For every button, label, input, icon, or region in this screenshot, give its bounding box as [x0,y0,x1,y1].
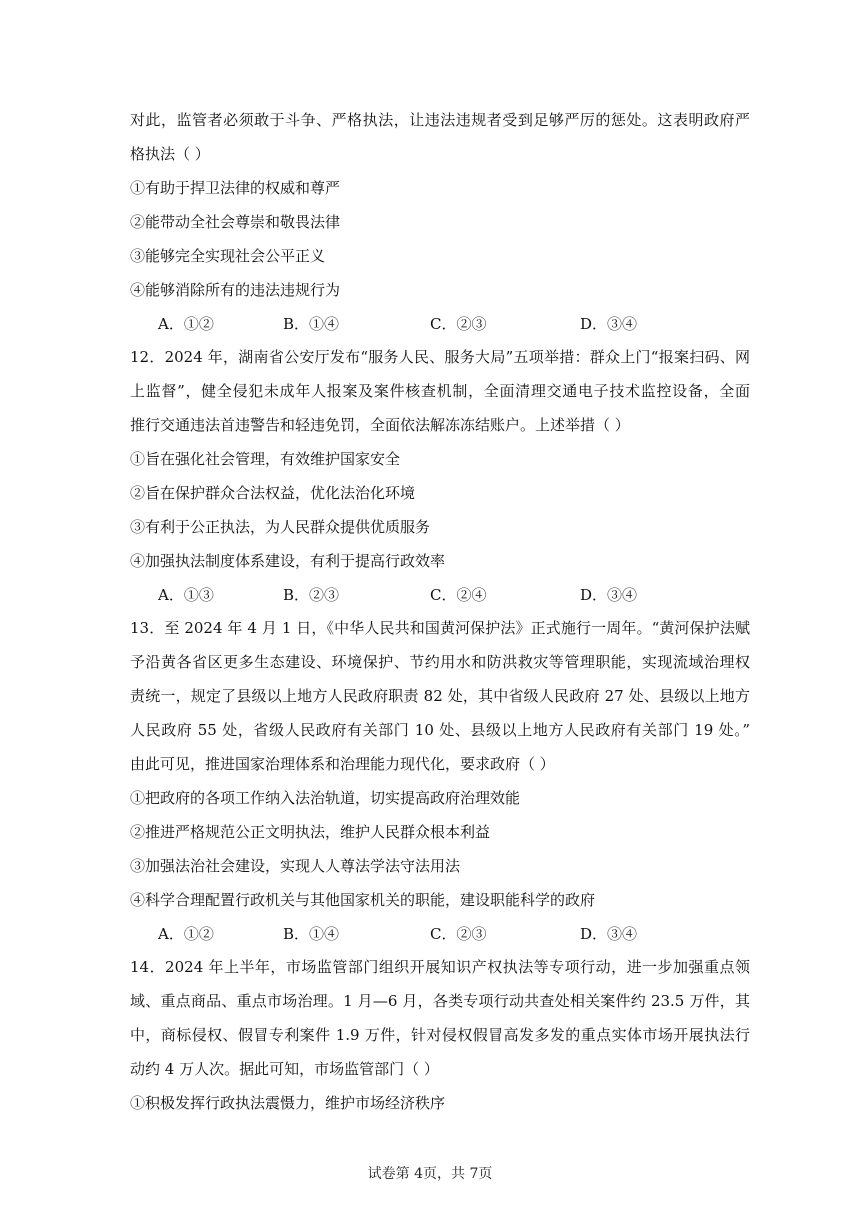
q12-stem-line: 推行交通违法首违警告和轻违免罚，全面依法解冻冻结账户。上述举措（ ） [130,416,630,434]
q11-choice-d[interactable]: D．③④ [580,315,638,333]
q13-stem-line: 由此可见，推进国家治理体系和治理能力现代化，要求政府（ ） [130,755,555,773]
q12-statement-2: ②旨在保护群众合法权益，优化法治化环境 [130,484,416,502]
q12-statement-1: ①旨在强化社会管理，有效维护国家安全 [130,450,401,468]
q13-choice-b[interactable]: B．①④ [283,925,340,943]
q11-choice-b[interactable]: B．①④ [283,315,340,333]
q13-stem-line: 责统一，规定了县级以上地方人民政府职责 82 处，其中省级人民政府 27 处、县级以上地方 [130,687,751,705]
q14-stem-line: 域、重点商品、重点市场治理。1 月—6 月，各类专项行动共查处相关案件约 23.5 万件，其 [130,992,750,1010]
q12-stem-line: 12．2024 年，湖南省公安厅发布“服务人民、服务大局”五项举措：群众上门“报案扫码、网 [130,348,750,366]
q13-choice-c[interactable]: C．②③ [430,925,487,943]
q13-stem-line: 人民政府 55 处，省级人民政府有关部门 10 处、县级以上地方人民政府有关部门 19 处。” [130,721,750,739]
q14-statement-1: ①积极发挥行政执法震慑力，维护市场经济秩序 [130,1094,446,1112]
page-footer: 试卷第 4页，共 7页 [367,1166,493,1182]
q12-stem-line: 上监督”，健全侵犯未成年人报案及案件核查机制，全面清理交通电子技术监控设备，全面 [130,382,750,400]
q14-stem-line: 中，商标侵权、假冒专利案件 1.9 万件，针对侵权假冒高发多发的重点实体市场开展执法行 [130,1026,750,1044]
q13-statement-1: ①把政府的各项工作纳入法治轨道，切实提高政府治理效能 [130,789,521,807]
q11-choices [158,314,758,334]
q12-statement-4: ④加强执法制度体系建设，有利于提高行政效率 [130,552,446,570]
q11-statement-4: ④能够消除所有的违法违规行为 [130,281,341,299]
q12-choice-a[interactable]: A．①③ [158,586,214,604]
q13-choices [158,924,758,944]
q11-stem-line: 格执法（ ） [130,145,210,163]
q14-stem-line: 14．2024 年上半年，市场监管部门组织开展知识产权执法等专项行动，进一步加强重点领 [130,958,750,976]
q11-statement-3: ③能够完全实现社会公平正义 [130,247,326,265]
q13-statement-2: ②推进严格规范公正文明执法，维护人民群众根本利益 [130,823,491,841]
q13-statement-3: ③加强法治社会建设，实现人人尊法学法守法用法 [130,857,461,875]
q11-statement-1: ①有助于捍卫法律的权威和尊严 [130,179,341,197]
q13-choice-a[interactable]: A．①② [158,925,214,943]
q11-choice-a[interactable]: A．①② [158,315,214,333]
q11-statement-2: ②能带动全社会尊崇和敬畏法律 [130,213,341,231]
q12-choice-d[interactable]: D．③④ [580,586,638,604]
q11-choice-c[interactable]: C．②③ [430,315,487,333]
q12-choice-b[interactable]: B．②③ [283,586,340,604]
q12-choice-c[interactable]: C．②④ [430,586,487,604]
q12-statement-3: ③有利于公正执法，为人民群众提供优质服务 [130,518,431,536]
q13-choice-d[interactable]: D．③④ [580,925,638,943]
q11-stem-line: 对此，监管者必须敢于斗争、严格执法，让违法违规者受到足够严厉的惩处。这表明政府严 [130,111,750,129]
q12-choices [158,585,758,605]
q14-stem-line: 动约 4 万人次。据此可知，市场监管部门（ ） [130,1060,439,1078]
q13-statement-4: ④科学合理配置行政机关与其他国家机关的职能，建设职能科学的政府 [130,891,596,909]
q13-stem-line: 予沿黄各省区更多生态建设、环境保护、节约用水和防洪救灾等管理职能，实现流域治理权 [130,653,750,671]
q13-stem-line: 13．至 2024 年 4 月 1 日，《中华人民共和国黄河保护法》正式施行一周年。“黄河保护法赋 [130,619,750,637]
